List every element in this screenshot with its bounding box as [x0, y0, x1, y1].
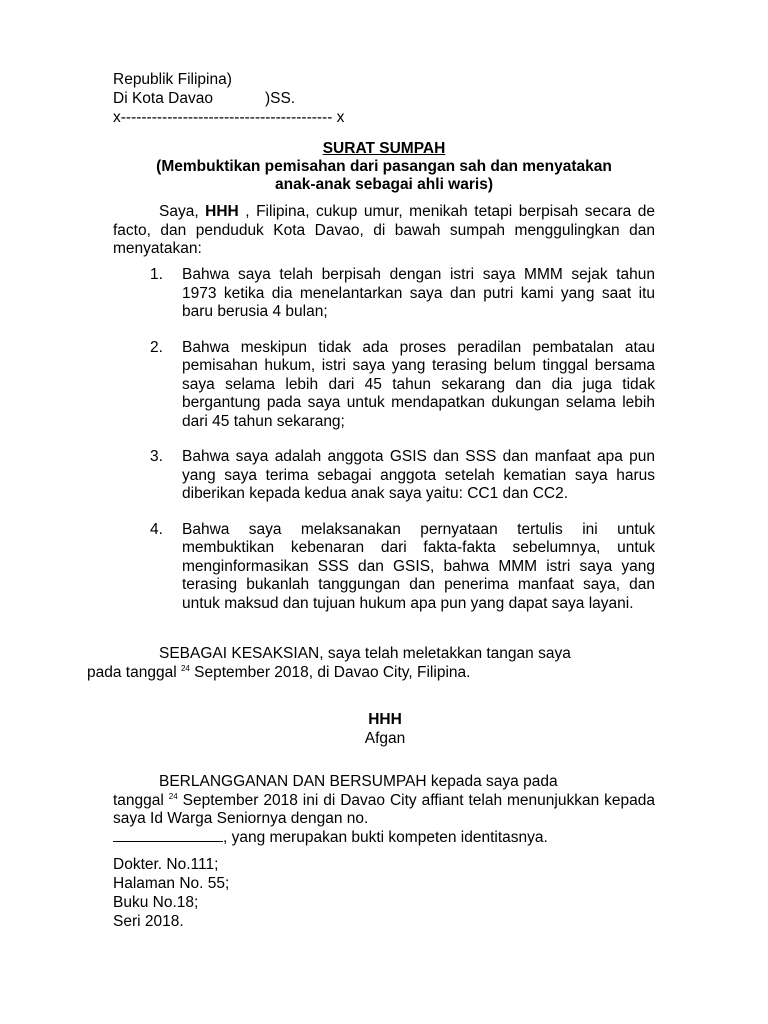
document-title: SURAT SUMPAH: [322, 140, 446, 157]
register-page-no: Halaman No. 55;: [113, 875, 230, 892]
register-book-no: Buku No.18;: [113, 894, 199, 911]
intro-paragraph: [113, 203, 655, 259]
list-item-text: Bahwa saya melaksanakan pernyataan tertulis ini untuk membuktikan kebenaran dari fakta-fakta sebelumnya, untuk menginformasikan SSS dan GSIS, bahwa MMM istri saya yang terasing bukanlah tanggungan dan penerima manfaat saya, dan untuk maksud dan tujuan hukum apa pun yang dapat saya layani.: [182, 520, 655, 612]
intro-after: , Filipina, cukup umur, menikah tetapi berpisah secara de facto, dan penduduk Kota Davao, di bawah sumpah menggulingkan dan menyatakan:: [113, 203, 655, 257]
list-item-number: 1.: [150, 266, 163, 283]
jurat-day: 24: [168, 791, 178, 801]
closing-line2-before: pada tanggal: [87, 663, 181, 681]
jurat-line2-before: tanggal: [113, 791, 169, 809]
list-item-text: Bahwa saya adalah anggota GSIS dan SSS dan manfaat apa pun yang saya terima sebagai anggota setelah kematian saya harus diberikan kepada kedua anak saya yaitu: CC1 dan CC2.: [182, 448, 655, 502]
venue-country: Republik Filipina): [113, 71, 232, 88]
venue-city-row: [113, 89, 344, 108]
statement-list: [150, 266, 655, 613]
register-doc-no: Dokter. No.111;: [113, 856, 219, 873]
closing-line2-after: September 2018, di Davao City, Filipina.: [189, 663, 471, 681]
jurat-line3-after: , yang merupakan bukti kompeten identitasnya.: [223, 828, 548, 846]
register-series: Seri 2018.: [113, 913, 184, 930]
closing-paragraph: [87, 645, 655, 682]
id-number-blank: [113, 829, 223, 842]
list-item-number: 3.: [150, 448, 163, 465]
list-item-text: Bahwa saya telah berpisah dengan istri saya MMM sejak tahun 1973 ketika dia menelantarkan saya dan putri kami yang saat itu baru berusia 4 bulan;: [182, 266, 655, 320]
venue-city: Di Kota Davao: [113, 90, 213, 107]
document-title-block: [100, 140, 668, 194]
closing-line1: SEBAGAI KESAKSIAN, saya telah meletakkan tangan saya: [159, 645, 571, 662]
venue-header: [113, 70, 344, 127]
list-item: [150, 339, 655, 432]
list-item: [150, 266, 655, 322]
list-item-text: Bahwa meskipun tidak ada proses peradilan pembatalan atau pemisahan hukum, istri saya yang terasing belum tinggal bersama saya selama lebih dari 45 tahun sekarang dan dia juga tidak bergantung pada saya untuk mendapatkan dukungan selama lebih dari 45 tahun sekarang;: [182, 338, 655, 430]
closing-day: 24: [180, 663, 190, 673]
notarial-register: [113, 855, 229, 931]
intro-before: Saya,: [159, 203, 206, 220]
list-item-number: 2.: [150, 338, 163, 356]
venue-separator: x----------------------------------------- x: [113, 109, 345, 126]
jurat-paragraph: [113, 773, 655, 847]
document-subtitle-line1: (Membuktikan pemisahan dari pasangan sah dan menyatakan: [156, 158, 612, 175]
list-item: [150, 448, 655, 504]
signature-block: [300, 710, 470, 748]
signature-name: HHH: [368, 711, 402, 728]
document-subtitle-line2: anak-anak sebagai ahli waris): [275, 176, 493, 193]
signature-role: Afgan: [364, 730, 406, 747]
jurat-line1: BERLANGGANAN DAN BERSUMPAH kepada saya pada: [159, 773, 558, 790]
venue-ss: )SS.: [264, 90, 296, 107]
affiant-name: HHH: [205, 203, 239, 220]
list-item-number: 4.: [150, 520, 163, 538]
list-item: [150, 521, 655, 614]
jurat-line2-after: September 2018 ini di Davao City affiant telah menunjukkan kepada saya Id Warga Seniornya dengan no.: [113, 791, 655, 827]
